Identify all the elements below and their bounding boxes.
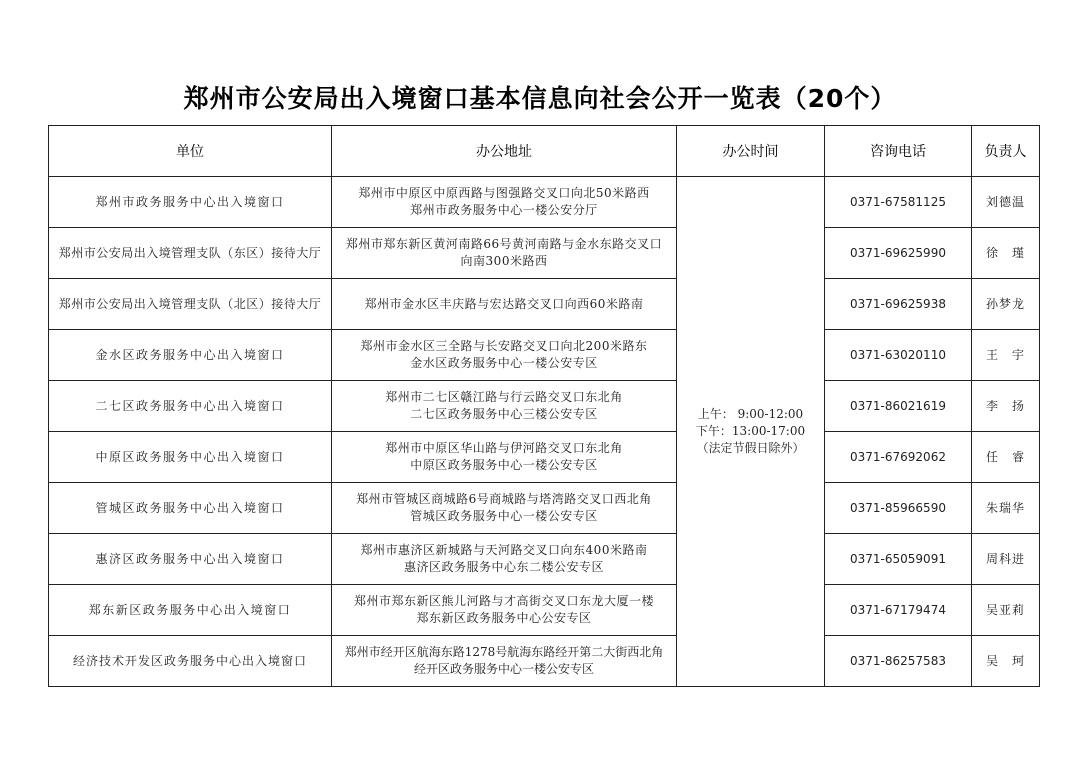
address-cell xyxy=(332,177,677,228)
unit-cell: 郑东新区政务服务中心出入境窗口 xyxy=(49,585,332,636)
address-cell xyxy=(332,483,677,534)
header-person: 负责人 xyxy=(972,126,1040,177)
person-cell: 李 扬 xyxy=(972,381,1040,432)
unit-cell: 中原区政务服务中心出入境窗口 xyxy=(49,432,332,483)
table-row xyxy=(49,432,1040,483)
phone-cell: 0371-63020110 xyxy=(825,330,972,381)
phone-cell: 0371-86257583 xyxy=(825,636,972,687)
address-line: 中原区政务服务中心一楼公安专区 xyxy=(410,458,598,472)
unit-cell: 郑州市公安局出入境管理支队（北区）接待大厅 xyxy=(49,279,332,330)
address-line: 郑州市郑东新区黄河南路66号黄河南路与金水东路交叉口 xyxy=(345,237,663,251)
header-unit: 单位 xyxy=(49,126,332,177)
person-cell: 周科进 xyxy=(972,534,1040,585)
phone-cell: 0371-69625938 xyxy=(825,279,972,330)
address-cell xyxy=(332,381,677,432)
phone-cell: 0371-67179474 xyxy=(825,585,972,636)
table-row xyxy=(49,381,1040,432)
address-line: 郑州市政务服务中心一楼公安分厅 xyxy=(410,203,598,217)
address-line: 郑州市中原区中原西路与图强路交叉口向北50米路西 xyxy=(358,186,650,200)
address-line: 惠济区政务服务中心东二楼公安专区 xyxy=(403,560,604,574)
person-cell: 王 宇 xyxy=(972,330,1040,381)
person-cell: 刘德温 xyxy=(972,177,1040,228)
address-cell xyxy=(332,585,677,636)
address-line: 郑东新区政务服务中心公安专区 xyxy=(416,611,592,625)
unit-cell: 郑州市政务服务中心出入境窗口 xyxy=(49,177,332,228)
hours-afternoon: 下午：13:00-17:00 xyxy=(695,424,806,438)
address-line: 郑州市金水区丰庆路与宏达路交叉口向西60米路南 xyxy=(364,296,644,311)
info-table xyxy=(48,125,1040,687)
table-row xyxy=(49,330,1040,381)
person-cell: 吴亚莉 xyxy=(972,585,1040,636)
address-cell xyxy=(332,534,677,585)
address-line: 郑州市郑东新区熊儿河路与才高街交叉口东龙大厦一楼 xyxy=(353,594,654,608)
address-cell xyxy=(332,432,677,483)
phone-cell: 0371-86021619 xyxy=(825,381,972,432)
address-line: 郑州市中原区华山路与伊河路交叉口东北角 xyxy=(385,441,623,455)
address-cell xyxy=(332,228,677,279)
address-line: 郑州市二七区赣江路与行云路交叉口东北角 xyxy=(385,390,623,404)
table-row xyxy=(49,228,1040,279)
address-cell xyxy=(332,330,677,381)
table-row xyxy=(49,585,1040,636)
phone-cell: 0371-69625990 xyxy=(825,228,972,279)
hours-note: （法定节假日除外） xyxy=(696,441,805,455)
header-address: 办公地址 xyxy=(332,126,677,177)
address-line: 经开区政务服务中心一楼公安专区 xyxy=(413,662,594,676)
page-title: 郑州市公安局出入境窗口基本信息向社会公开一览表（20个） xyxy=(183,84,897,113)
phone-cell: 0371-67692062 xyxy=(825,432,972,483)
unit-cell: 金水区政务服务中心出入境窗口 xyxy=(49,330,332,381)
address-line: 管城区政务服务中心一楼公安专区 xyxy=(410,509,598,523)
unit-cell: 二七区政务服务中心出入境窗口 xyxy=(49,381,332,432)
address-line: 郑州市惠济区新城路与天河路交叉口向东400米路南 xyxy=(360,543,648,557)
header-hours: 办公时间 xyxy=(677,126,825,177)
address-cell xyxy=(332,279,677,330)
hours-morning: 上午： 9:00-12:00 xyxy=(697,407,804,421)
address-cell xyxy=(332,636,677,687)
phone-cell: 0371-85966590 xyxy=(825,483,972,534)
address-line: 向南300米路西 xyxy=(460,254,548,268)
person-cell: 孙梦龙 xyxy=(972,279,1040,330)
table-row xyxy=(49,534,1040,585)
phone-cell: 0371-67581125 xyxy=(825,177,972,228)
table-header-row xyxy=(49,126,1040,177)
office-hours-cell xyxy=(677,177,825,687)
address-line: 郑州市经开区航海东路1278号航海东路经开第二大街西北角 xyxy=(344,645,664,659)
unit-cell: 郑州市公安局出入境管理支队（东区）接待大厅 xyxy=(49,228,332,279)
unit-cell: 惠济区政务服务中心出入境窗口 xyxy=(49,534,332,585)
address-line: 金水区政务服务中心一楼公安专区 xyxy=(410,356,598,370)
address-line: 郑州市管城区商城路6号商城路与塔湾路交叉口西北角 xyxy=(356,492,652,506)
phone-cell: 0371-65059091 xyxy=(825,534,972,585)
table-row xyxy=(49,636,1040,687)
table-row xyxy=(49,279,1040,330)
address-line: 二七区政务服务中心三楼公安专区 xyxy=(410,407,598,421)
person-cell: 徐 瑾 xyxy=(972,228,1040,279)
person-cell: 朱瑞华 xyxy=(972,483,1040,534)
header-phone: 咨询电话 xyxy=(825,126,972,177)
address-line: 郑州市金水区三全路与长安路交叉口向北200米路东 xyxy=(360,339,648,353)
table-row xyxy=(49,483,1040,534)
unit-cell: 经济技术开发区政务服务中心出入境窗口 xyxy=(49,636,332,687)
person-cell: 吴 珂 xyxy=(972,636,1040,687)
unit-cell: 管城区政务服务中心出入境窗口 xyxy=(49,483,332,534)
table-row xyxy=(49,177,1040,228)
person-cell: 任 睿 xyxy=(972,432,1040,483)
